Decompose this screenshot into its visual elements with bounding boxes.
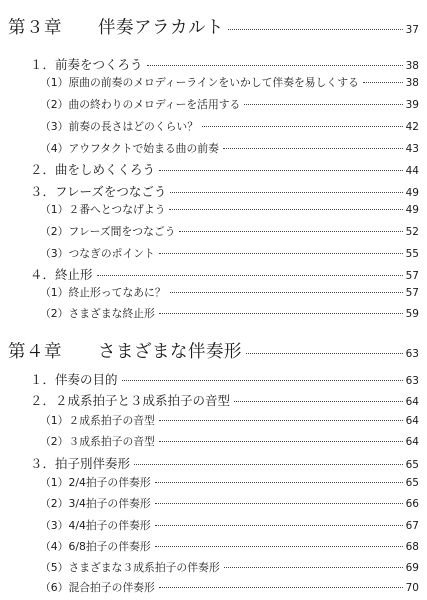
- page-number: 37: [405, 24, 419, 36]
- toc-entry-section: [30, 391, 419, 409]
- entry-label: （2）3/4拍子の伴奏形: [40, 497, 151, 510]
- page-number: 64: [405, 415, 419, 427]
- leader-dots: [246, 353, 403, 354]
- toc-entry-section: [30, 160, 419, 178]
- leader-dots: [122, 380, 403, 381]
- toc-entry-subsection: [40, 413, 419, 428]
- entry-label: （2）曲の終わりのメロディーを活用する: [40, 98, 241, 111]
- toc-entry-subsection: [40, 496, 419, 511]
- page-number: 42: [405, 121, 419, 133]
- page-number: 55: [405, 248, 419, 260]
- toc-entry-section: [30, 55, 419, 73]
- leader-dots: [155, 503, 403, 504]
- page-number: 57: [405, 270, 419, 282]
- toc-entry-section: [30, 370, 419, 388]
- entry-label: （3）4/4拍子の伴奏形: [40, 519, 151, 532]
- leader-dots: [179, 231, 402, 232]
- page-number: 49: [405, 187, 419, 199]
- entry-label: （3）つなぎのポイント: [40, 247, 155, 260]
- entry-label: （1）原曲の前奏のメロディーラインをいかして伴奏を易しくする: [40, 76, 359, 89]
- chapter-title: 第３章 伴奏アラカルト: [8, 18, 224, 38]
- toc-entry-subsection: [40, 246, 419, 261]
- leader-dots: [159, 313, 403, 314]
- entry-label: （3）前奏の長さはどのくらい？: [40, 120, 199, 133]
- entry-label: （4）アウフタクトで始まる曲の前奏: [40, 142, 219, 155]
- page-number: 64: [405, 396, 419, 408]
- leader-dots: [234, 401, 403, 402]
- toc-entry-subsection: [40, 97, 419, 112]
- toc-entry-subsection: [40, 202, 419, 217]
- page-number: 38: [405, 77, 419, 89]
- leader-dots: [169, 209, 402, 210]
- leader-dots: [202, 126, 403, 127]
- entry-label: １．前奏をつくろう: [30, 57, 143, 72]
- entry-label: （1）2/4拍子の伴奏形: [40, 476, 151, 489]
- toc-entry-subsection: [40, 285, 419, 300]
- entry-label: （2）３成系拍子の音型: [40, 435, 155, 448]
- leader-dots: [159, 420, 403, 421]
- entry-label: （1）２番へとつなげよう: [40, 203, 166, 216]
- leader-dots: [223, 148, 403, 149]
- page-number: 66: [405, 498, 419, 510]
- toc-entry-subsection: [40, 306, 419, 321]
- entry-label: ３．フレーズをつなごう: [30, 184, 167, 199]
- page-number: 44: [405, 165, 419, 177]
- toc-entry-subsection: [40, 224, 419, 239]
- page-number: 59: [405, 308, 419, 320]
- toc-entry-section: [30, 265, 419, 283]
- entry-label: （4）6/8拍子の伴奏形: [40, 540, 151, 553]
- toc-entry-subsection: [40, 141, 419, 156]
- page-number: 52: [405, 226, 419, 238]
- toc-entry-subsection: [40, 119, 419, 134]
- chapter-heading: [8, 338, 419, 363]
- entry-label: （1）２成系拍子の音型: [40, 414, 155, 427]
- page-number: 63: [405, 375, 419, 387]
- entry-label: （2）さまざまな終止形: [40, 307, 155, 320]
- leader-dots: [97, 275, 403, 276]
- toc-entry-subsection: [40, 434, 419, 449]
- chapter-heading: [8, 14, 419, 39]
- page-number: 65: [405, 459, 419, 471]
- page-number: 49: [405, 204, 419, 216]
- leader-dots: [170, 192, 402, 193]
- leader-dots: [159, 441, 403, 442]
- chapter-title: 第４章 さまざまな伴奏形: [8, 342, 242, 362]
- page-number: 39: [405, 99, 419, 111]
- entry-label: ４．終止形: [30, 267, 93, 282]
- leader-dots: [155, 546, 403, 547]
- leader-dots: [170, 292, 403, 293]
- leader-dots: [155, 482, 403, 483]
- toc-entry-subsection: [40, 539, 419, 554]
- page-number: 63: [405, 348, 419, 360]
- page-number: 70: [405, 582, 419, 594]
- leader-dots: [363, 82, 403, 83]
- leader-dots: [155, 525, 403, 526]
- toc-entry-subsection: [40, 560, 419, 575]
- page-number: 43: [405, 143, 419, 155]
- toc-entry-section: [30, 454, 419, 472]
- page-number: 68: [405, 541, 419, 553]
- page-number: 69: [405, 562, 419, 574]
- leader-dots: [147, 65, 403, 66]
- page-number: 64: [405, 436, 419, 448]
- leader-dots: [228, 29, 403, 30]
- entry-label: ３．拍子別伴奏形: [30, 456, 131, 471]
- entry-label: （5）さまざまな３成系拍子の伴奏形: [40, 561, 220, 574]
- toc-entry-subsection: [40, 475, 419, 490]
- toc-entry-section: [30, 182, 419, 200]
- entry-label: （6）混合拍子の伴奏形: [40, 581, 155, 594]
- page-number: 57: [405, 287, 419, 299]
- toc-entry-subsection: [40, 75, 419, 90]
- toc-entry-subsection: [40, 518, 419, 533]
- leader-dots: [159, 253, 403, 254]
- page-number: 67: [405, 520, 419, 532]
- entry-label: ２．曲をしめくくろう: [30, 162, 156, 177]
- entry-label: （2）フレーズ間をつなごう: [40, 225, 176, 238]
- leader-dots: [159, 170, 403, 171]
- entry-label: （1）終止形ってなあに？: [40, 286, 166, 299]
- page-number: 65: [405, 477, 419, 489]
- page-number: 38: [405, 60, 419, 72]
- leader-dots: [134, 464, 403, 465]
- toc-entry-subsection: [40, 580, 419, 595]
- entry-label: １．伴奏の目的: [30, 372, 118, 387]
- entry-label: ２．２成系拍子と３成系拍子の音型: [30, 393, 231, 408]
- leader-dots: [224, 567, 403, 568]
- leader-dots: [159, 587, 403, 588]
- leader-dots: [244, 104, 402, 105]
